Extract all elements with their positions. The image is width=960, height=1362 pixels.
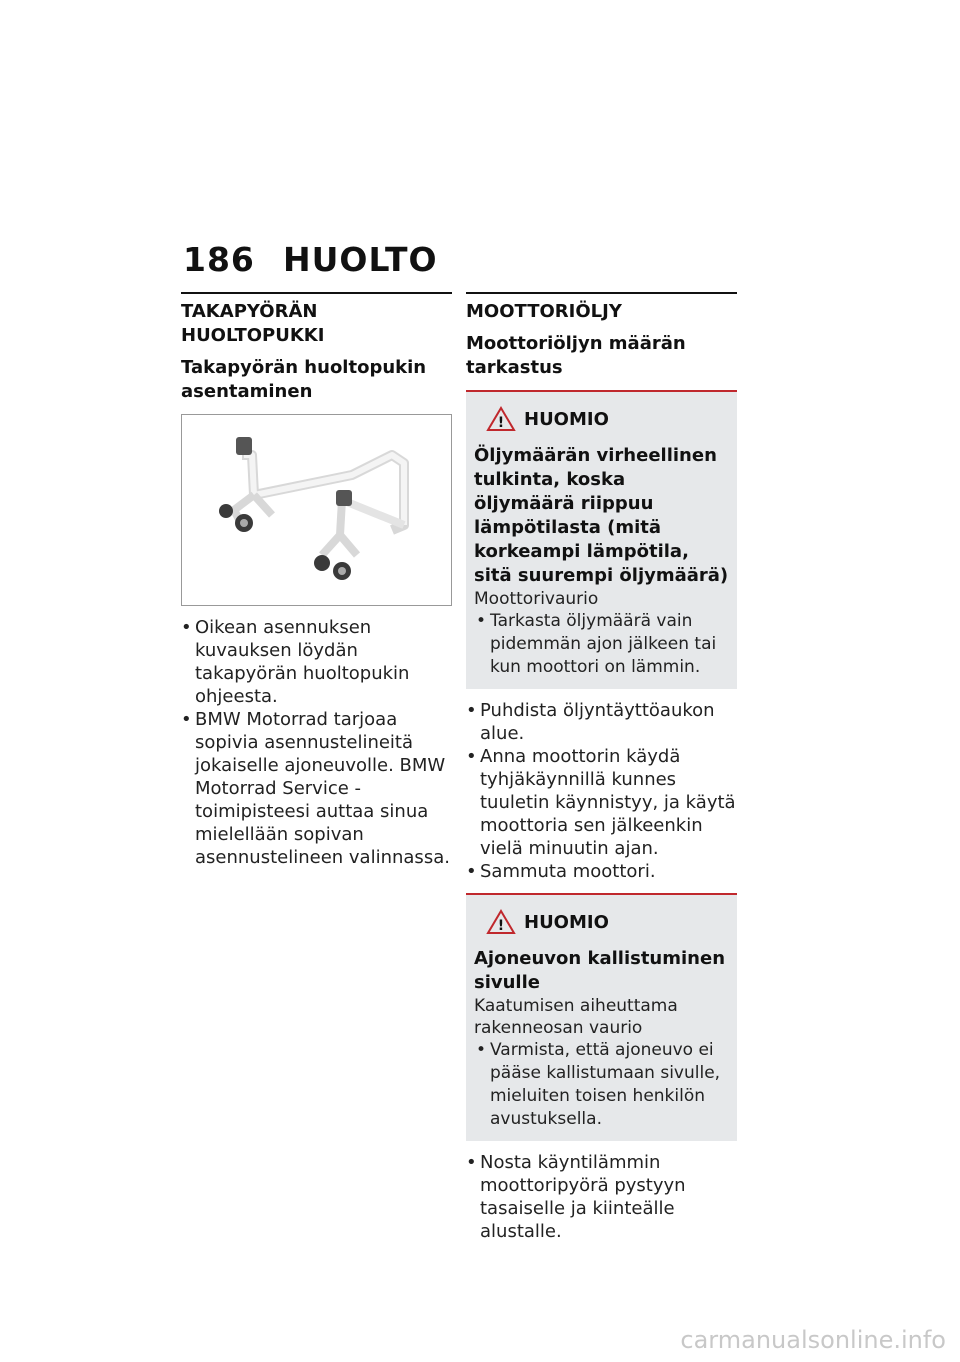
notice-box (466, 390, 737, 689)
svg-text:!: ! (497, 415, 505, 431)
list-item: • BMW Motorrad tarjoaa sopivia asennustelineitä jokaiselle ajoneuvolle. BMW Motorrad Service -toimipisteesi auttaa sinua mielellään sopivan asennustelineen valinnassa. (181, 708, 452, 869)
section-title: MOOTTORIÖLJY (466, 301, 622, 322)
notice-title: HUOMIO (524, 911, 609, 933)
page-header (183, 240, 438, 279)
notice-header (486, 406, 729, 432)
notice-box (466, 893, 737, 1141)
watermark: carmanualsonline.info (680, 1326, 946, 1354)
warning-triangle-icon (486, 406, 516, 432)
list-item: • Tarkasta öljymäärä vain pidemmän ajon jälkeen tai kun moottori on lämmin. (474, 610, 729, 679)
notice-title: HUOMIO (524, 408, 609, 430)
right-bullets-1 (466, 699, 737, 883)
right-column (466, 292, 737, 1243)
section-title: TAKAPYÖRÄN HUOLTOPUKKI (181, 301, 325, 346)
svg-text:!: ! (497, 918, 505, 934)
list-item: • Oikean asennuksen kuvauksen löydän takapyörän huoltopukin ohjeesta. (181, 616, 452, 708)
warning-triangle-icon (486, 909, 516, 935)
notice-consequence: Moottorivaurio (474, 589, 599, 609)
notice-hazard: Öljymäärän virheellinen tulkinta, koska öljymäärä riippuu lämpötilasta (mitä korkeampi lämpötila, sitä suurempi öljymäärä) (474, 445, 729, 586)
notice-bullets (474, 1039, 729, 1131)
subsection-title: Moottoriöljyn määrän tarkastus (466, 333, 686, 378)
list-item: • Varmista, että ajoneuvo ei pääse kallistumaan sivulle, mieluiten toisen henkilön avustuksella. (474, 1039, 729, 1131)
page-number: 186 (183, 240, 255, 279)
list-item: • Sammuta moottori. (466, 860, 737, 883)
stand-illustration (181, 414, 452, 606)
notice-hazard: Ajoneuvon kallistuminen sivulle (474, 948, 726, 993)
right-bullets-2 (466, 1151, 737, 1243)
subsection-title: Takapyörän huoltopukin asentaminen (181, 357, 427, 402)
list-item: • Puhdista öljyntäyttöaukon alue. (466, 699, 737, 745)
list-item: • Nosta käyntilämmin moottoripyörä pystyyn tasaiselle ja kiinteälle alustalle. (466, 1151, 737, 1243)
chapter-title: HUOLTO (283, 240, 438, 279)
notice-consequence: Kaatumisen aiheuttama rakenneosan vaurio (474, 996, 678, 1038)
notice-header (486, 909, 729, 935)
section-rule (466, 292, 737, 294)
left-bullets (181, 616, 452, 869)
rear-stand-image (182, 415, 451, 605)
notice-bullets (474, 610, 729, 679)
list-item: • Anna moottorin käydä tyhjäkäynnillä kunnes tuuletin käynnistyy, ja käytä moottoria sen jälkeenkin vielä minuutin ajan. (466, 745, 737, 860)
left-column (181, 292, 452, 869)
section-rule (181, 292, 452, 294)
